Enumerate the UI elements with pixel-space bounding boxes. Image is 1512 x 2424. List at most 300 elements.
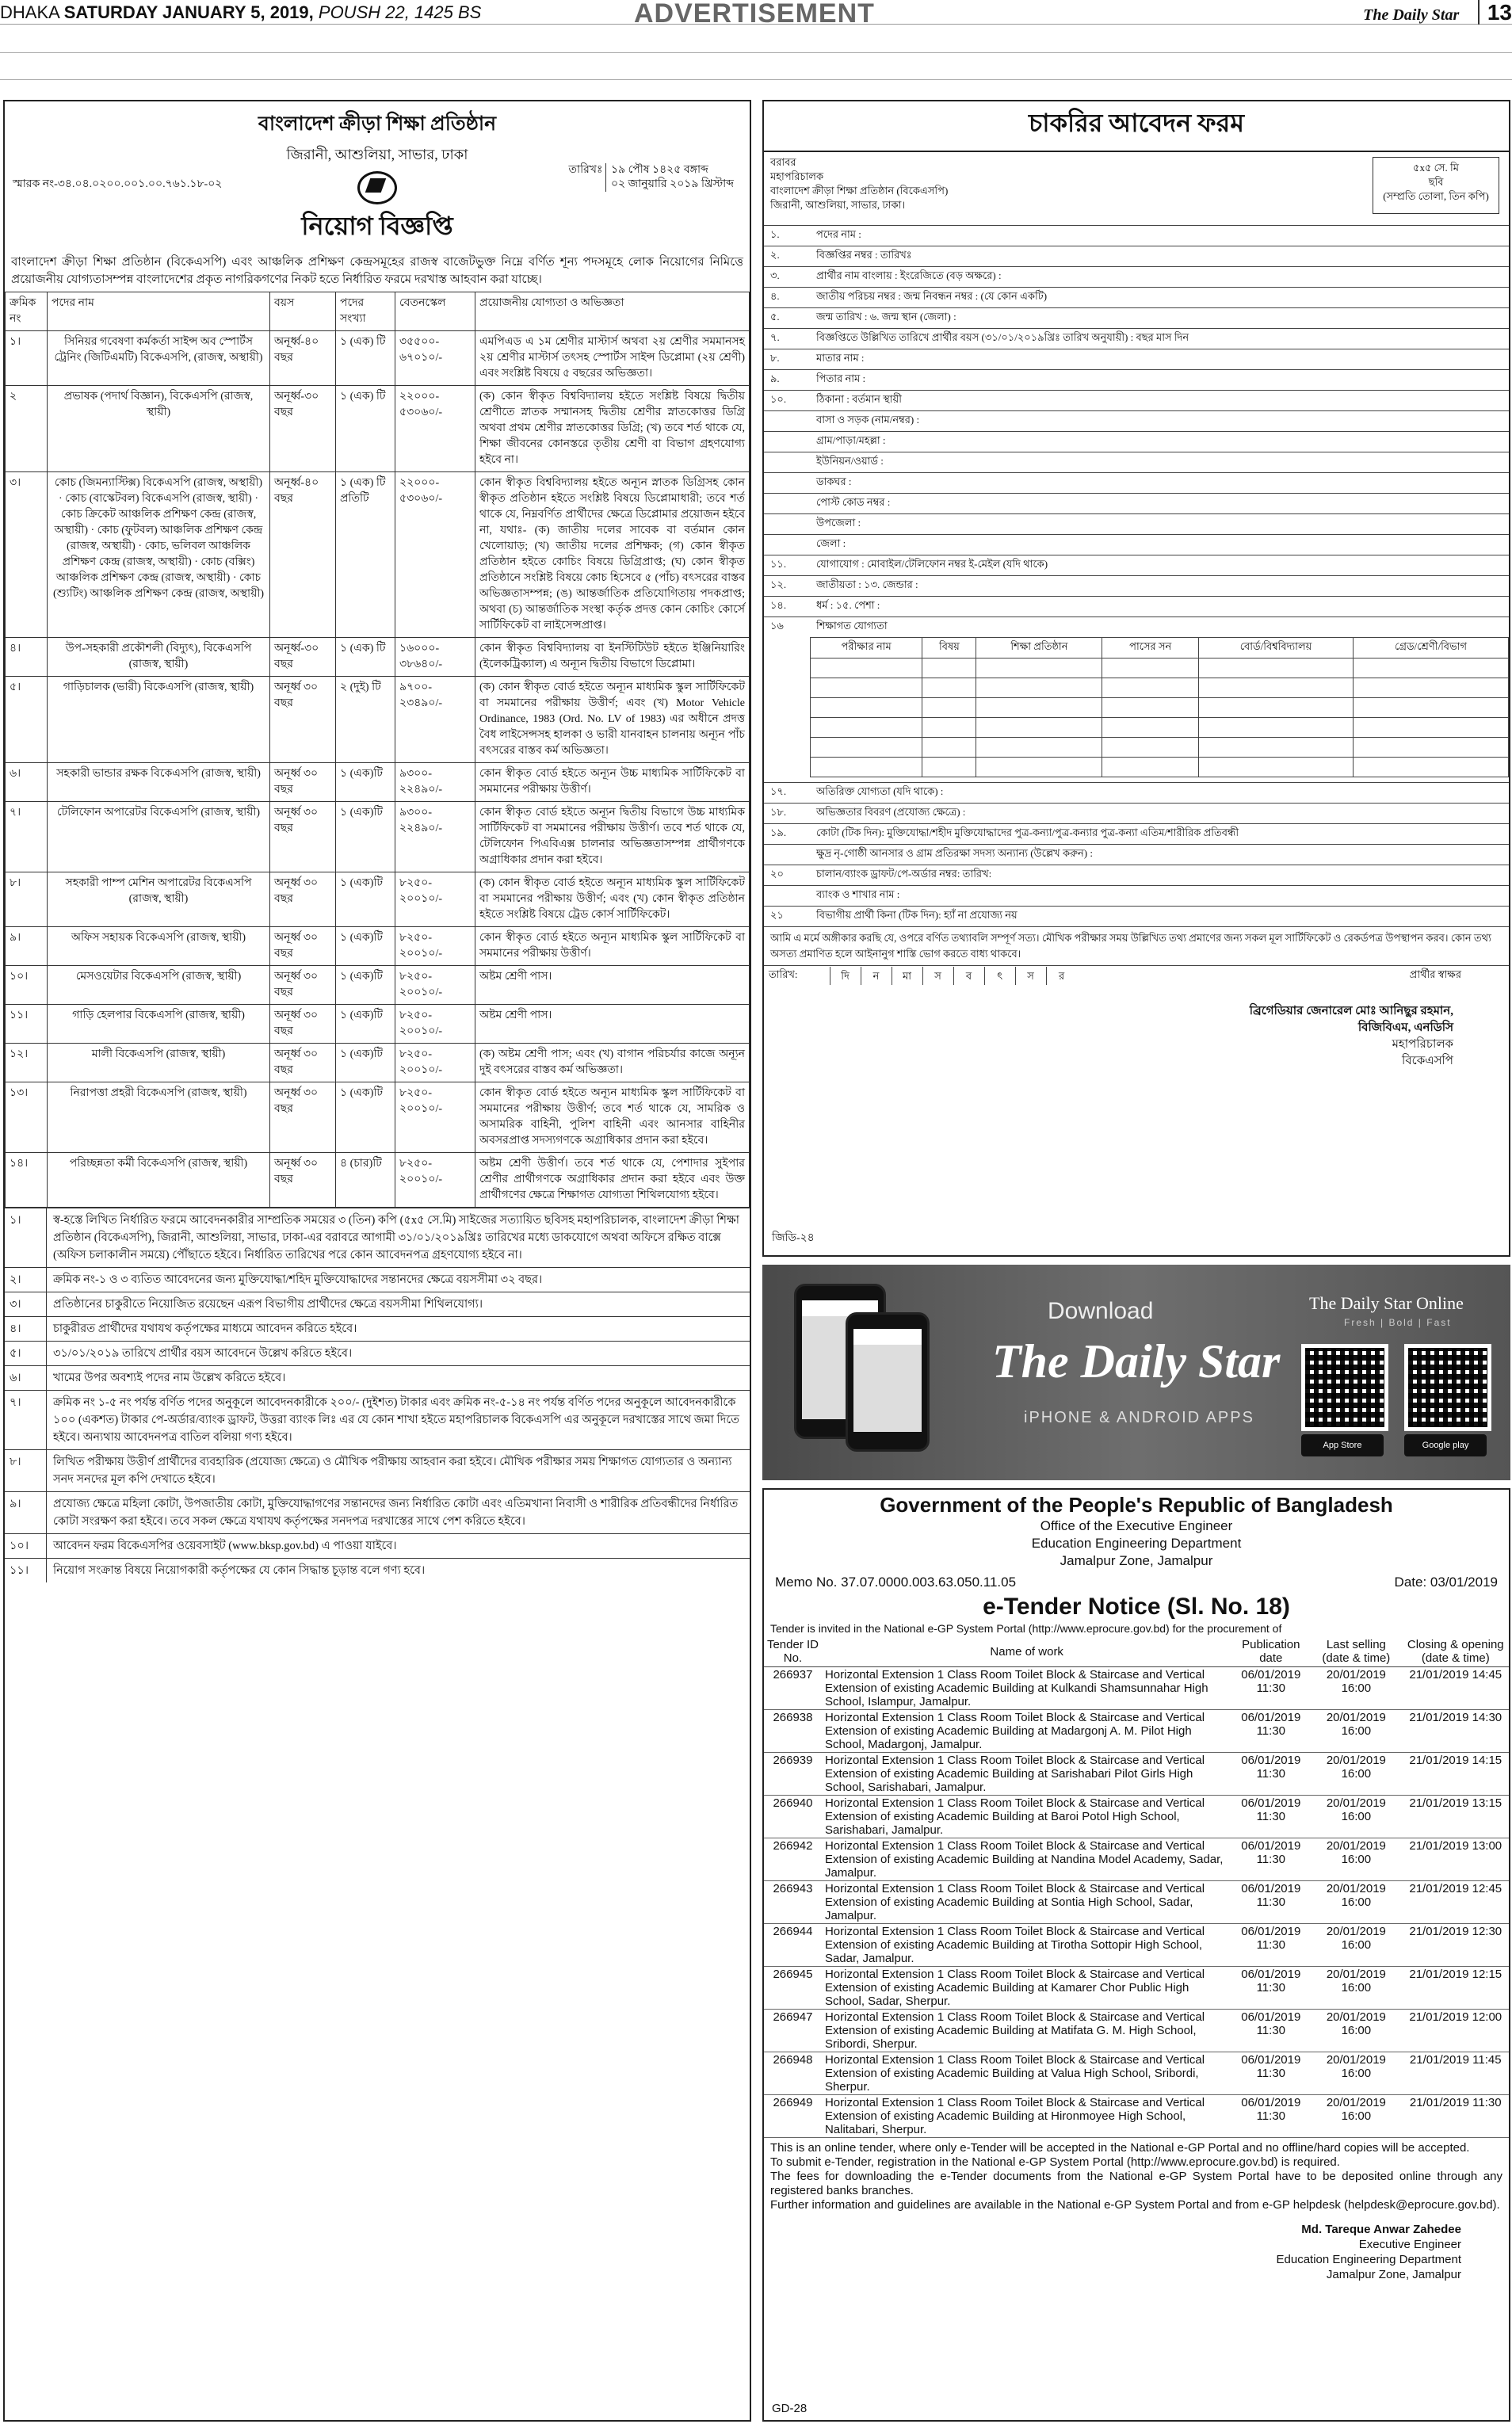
table-row	[764, 1667, 1509, 1710]
condition-text: খামের উপর অবশ্যই পদের নাম উল্লেখ করিতে হইবে।	[46, 1366, 750, 1390]
job-qual-cell: কোন স্বীকৃত বোর্ড হইতে অন্যূন মাধ্যমিক স্কুল সার্টিফিকেট বা সমমানের পরীক্ষায় উত্তীর্ণ; তবে শর্ত থাকে যে, সামরিক ও অসামরিক বাহিনী, পুলিশ বাহিনী এবং আনসার বাহিনীর অবসরপ্রাপ্ত সদস্যগণকে অগ্রাধিকার প্রদান করা হইবে।	[475, 1082, 750, 1153]
google-play-button[interactable]: Google play	[1404, 1434, 1487, 1456]
form-field-label: বাসা ও সড়ক (নাম/নম্বর) :	[816, 414, 920, 426]
table-row	[6, 472, 750, 638]
tender-close-cell: 21/01/2019 12:00	[1403, 2010, 1509, 2052]
tender-id-cell: 266940	[764, 1796, 822, 1838]
form-field-row[interactable]	[764, 782, 1509, 803]
job-post-cell: গাড়িচালক (ভারী) বিকেএসপি (রাজস্ব, স্থায়ী)	[48, 677, 270, 763]
tender-zone: Jamalpur Zone, Jamalpur	[1060, 1553, 1213, 1568]
form-field-row[interactable]	[764, 844, 1509, 865]
job-qual-cell: অষ্টম শ্রেণী পাস।	[475, 1005, 750, 1044]
job-age-cell: অনূর্ধ্ব ৩০ বছর	[270, 1005, 336, 1044]
table-row	[6, 966, 750, 1005]
education-input-cell[interactable]	[811, 738, 922, 758]
tender-work-cell: Horizontal Extension 1 Class Room Toilet Block & Staircase and Vertical Extension of existing Academic Building at Tirotha Sottopir High School, Sadar, Jamalpur.	[822, 1924, 1231, 1967]
job-post-cell: টেলিফোন অপারেটর বিকেএসপি (রাজস্ব, স্থায়ী)	[48, 802, 270, 872]
form-field-label: জন্ম তারিখ : ৬. জন্ম স্থান (জেলা) :	[816, 311, 956, 323]
form-field-number: ৩.	[770, 269, 780, 281]
form-field-label: পদের নাম :	[816, 228, 861, 240]
table-row	[811, 678, 1509, 698]
tender-last-cell: 20/01/2019 16:00	[1310, 1881, 1402, 1924]
form-field-number: ১১.	[770, 558, 787, 570]
job-qual-cell: এমপিএড এ ১ম শ্রেণীর মাস্টার্স অথবা ২য় শ্রেণীর সমমানসহ ২য় শ্রেণীর মাস্টার্স তৎসহ স্পোর্টস সাইন্স ডিপ্লোমা (২য় শ্রেণী) এবং সংশ্লিষ্ট বিষয়ে ৫ বছরের অভিজ্ঞতা।	[475, 331, 750, 386]
education-input-cell[interactable]	[1199, 718, 1354, 738]
tender-close-cell: 21/01/2019 14:30	[1403, 1710, 1509, 1753]
job-post-cell: কোচ (জিমন্যাস্টিক্স) বিকেএসপি (রাজস্ব, অস্থায়ী) · কোচ (বাস্কেটবল) বিকেএসপি (রাজস্ব, স্থায়ী) · কোচ ক্রিকেট আঞ্চলিক প্রশিক্ষণ কেন্দ্র (রাজস্ব, অস্থায়ী) · কোচ (ফুটবল) আঞ্চলিক প্রশিক্ষণ কেন্দ্র (রাজস্ব, অস্থায়ী) · কোচ, ভলিবল আঞ্চলিক প্রশিক্ষণ কেন্দ্র (রাজস্ব, অস্থায়ী) · কোচ (বক্সিং) আঞ্চলিক প্রশিক্ষণ কেন্দ্র (রাজস্ব, অস্থায়ী) · কোচ (শ্যুটিং) আঞ্চলিক প্রশিক্ষণ কেন্দ্র (রাজস্ব, অস্থায়ী)	[48, 472, 270, 638]
daily-star-app-ad[interactable]	[762, 1265, 1510, 1480]
form-field-row[interactable]	[764, 225, 1509, 246]
job-num-cell: ১ (এক) টি	[336, 638, 395, 677]
recruitment-notice	[3, 100, 751, 2422]
form-field-number: ৫.	[770, 311, 780, 323]
tender-signatory-dept: Education Engineering Department	[1276, 2253, 1461, 2266]
tender-close-cell: 21/01/2019 13:00	[1403, 1838, 1509, 1881]
tender-close-cell: 21/01/2019 11:45	[1403, 2052, 1509, 2095]
education-input-cell[interactable]	[1199, 678, 1354, 698]
rule	[0, 52, 1512, 53]
tender-work-cell: Horizontal Extension 1 Class Room Toilet Block & Staircase and Vertical Extension of existing Academic Building at Hironmoyee High School, Nalitabari, Sherpur.	[822, 2095, 1231, 2138]
tender-pub-cell: 06/01/2019 11:30	[1231, 2010, 1310, 2052]
tender-intro: Tender is invited in the National e-GP System Portal (http://www.eprocure.gov.bd) for the procurement of	[770, 1622, 1282, 1635]
form-date-label: তারিখ:	[769, 968, 798, 980]
job-post-cell: সহকারী পাম্প মেশিন অপারেটর বিকেএসপি (রাজস্ব, স্থায়ী)	[48, 872, 270, 927]
job-qual-cell: কোন স্বীকৃত বোর্ড হইতে অন্যূন মাধ্যমিক স্কুল সার্টিফিকেট বা সমমানের পরীক্ষায় উত্তীর্ণ।	[475, 927, 750, 966]
form-date-row	[764, 965, 1509, 986]
tender-header-cell: Name of work	[822, 1636, 1231, 1667]
education-header-cell: পরীক্ষার নাম	[811, 638, 922, 658]
table-row	[6, 677, 750, 763]
date-cell[interactable]: মা	[892, 967, 922, 985]
education-input-cell[interactable]	[976, 718, 1102, 738]
list-item	[5, 1316, 750, 1341]
education-input-cell[interactable]	[1199, 738, 1354, 758]
form-field-row[interactable]	[764, 906, 1509, 926]
education-input-cell[interactable]	[976, 698, 1102, 718]
tender-work-cell: Horizontal Extension 1 Class Room Toilet Block & Staircase and Vertical Extension of existing Academic Building at Kamarer Chor Public High School, Sadar, Sherpur.	[822, 1967, 1231, 2010]
tender-id-cell: 266949	[764, 2095, 822, 2138]
job-pay-cell: ২২০০০- ৫৩০৬০/-	[395, 472, 475, 638]
form-field-row[interactable]	[764, 431, 1509, 452]
job-pay-cell: ৮২৫০- ২০০১০/-	[395, 1082, 475, 1153]
signature-label: প্রার্থীর স্বাক্ষর	[1409, 968, 1461, 980]
list-item	[5, 1533, 750, 1558]
tender-header-cell: Last selling (date & time)	[1310, 1636, 1402, 1667]
org-name: বাংলাদেশ ক্রীড়া শিক্ষা প্রতিষ্ঠান	[258, 113, 497, 135]
condition-number: ১।	[10, 1214, 21, 1227]
job-sl-cell: ৪।	[6, 638, 48, 677]
job-age-cell: অনূর্ধ্ব ৩০ বছর	[270, 966, 336, 1005]
tender-header-cell: Publication date	[1231, 1636, 1310, 1667]
table-row	[6, 1044, 750, 1082]
jobs-header-cell: বয়স	[270, 292, 336, 331]
form-field-row[interactable]	[764, 369, 1509, 390]
job-sl-cell: ৬।	[6, 763, 48, 802]
job-qual-cell: (ক) কোন স্বীকৃত বোর্ড হইতে অন্যূন মাধ্যমিক স্কুল সার্টিফিকেট বা সমমানের পরীক্ষায় উত্তীর্ণ; এবং (খ) Motor Vehicle Ordinance, 1983 (Ord. No. LV of 1983) এর অধীনে প্রদত্ত বৈধ লাইসেন্সসহ হালকা ও ভারী যানবাহন চালনায় অন্যূন পাঁচ বৎসরের বাস্তব কর্ম অভিজ্ঞতা।	[475, 677, 750, 763]
form-field-label: ডাকঘর :	[816, 475, 852, 487]
table-row	[6, 872, 750, 927]
table-row	[811, 738, 1509, 758]
list-item	[5, 1267, 750, 1292]
date-cell[interactable]: ব	[953, 967, 984, 985]
job-num-cell: ১ (এক)টি	[336, 1082, 395, 1153]
tender-signatory-name: Md. Tareque Anwar Zahedee	[1301, 2223, 1461, 2236]
job-num-cell: ১ (এক) টি	[336, 386, 395, 472]
education-input-cell[interactable]	[1102, 698, 1199, 718]
list-item	[5, 1292, 750, 1316]
tender-last-cell: 20/01/2019 16:00	[1310, 2052, 1402, 2095]
job-post-cell: সহকারী ভান্ডার রক্ষক বিকেএসপি (রাজস্ব, স্থায়ী)	[48, 763, 270, 802]
date-cell[interactable]: ৎ	[984, 967, 1015, 985]
job-sl-cell: ৫।	[6, 677, 48, 763]
education-input-cell[interactable]	[1354, 738, 1509, 758]
education-input-cell[interactable]	[1354, 698, 1509, 718]
bksp-emblem-icon	[357, 171, 397, 204]
education-input-cell[interactable]	[922, 738, 976, 758]
tender-memo: Memo No. 37.07.0000.003.63.050.11.05	[775, 1575, 1017, 1590]
form-field-number: ১২.	[770, 578, 787, 590]
education-input-cell[interactable]	[922, 678, 976, 698]
condition-number: ৬।	[10, 1372, 21, 1384]
form-field-row[interactable]	[764, 803, 1509, 823]
education-input-cell[interactable]	[1354, 678, 1509, 698]
form-field-label: কোটা (টিক দিন): মুক্তিযোদ্ধা/শহীদ মুক্তিযোদ্ধাদের পুত্র-কন্যা/পুত্র-কন্যার পুত্র-কন্যা এতিম/শারীরিক প্রতিবন্ধী	[816, 826, 1239, 838]
job-num-cell: ১ (এক)টি	[336, 802, 395, 872]
jobs-table	[5, 292, 750, 1208]
list-item	[5, 1449, 750, 1491]
education-input-cell[interactable]	[1354, 758, 1509, 777]
form-field-number: ৪.	[770, 290, 780, 302]
date-cell[interactable]: স	[922, 967, 953, 985]
job-pay-cell: ৯৩০০- ২২৪৯০/-	[395, 802, 475, 872]
form-field-row[interactable]	[764, 865, 1509, 885]
tender-id-cell: 266944	[764, 1924, 822, 1967]
tender-last-cell: 20/01/2019 16:00	[1310, 1667, 1402, 1710]
education-input-cell[interactable]	[976, 678, 1102, 698]
education-input-cell[interactable]	[811, 678, 922, 698]
form-field-number: ৭.	[770, 331, 780, 343]
table-row	[811, 758, 1509, 777]
tender-last-cell: 20/01/2019 16:00	[1310, 1967, 1402, 2010]
job-age-cell: অনূর্ধ্ব ৩০ বছর	[270, 927, 336, 966]
form-field-label: বিভাগীয় প্রার্থী কিনা (টিক দিন): হ্যাঁ না প্রযোজ্য নয়	[816, 909, 1018, 921]
form-field-row[interactable]	[764, 390, 1509, 410]
job-pay-cell: ৯৭০০- ২৩৪৯০/-	[395, 677, 475, 763]
education-input-cell[interactable]	[1354, 718, 1509, 738]
date-label: তারিখঃ	[568, 164, 603, 176]
tender-signatory-title: Executive Engineer	[1358, 2238, 1461, 2251]
masthead	[0, 0, 1512, 29]
form-field-label: বিজ্ঞপ্তিতে উল্লিখিত তারিখে প্রার্থীর বয়স (৩১/০১/২০১৯খ্রিঃ তারিখ অনুযায়ী) : বছর মাস দিন	[816, 331, 1189, 343]
form-field-row[interactable]	[764, 885, 1509, 906]
table-row	[764, 2095, 1509, 2138]
date-cell[interactable]: ন	[861, 967, 892, 985]
tender-note: The fees for downloading the e-Tender documents from the National e-GP System Portal have to be deposited online through any registered banks branches.	[770, 2170, 1502, 2197]
tender-last-cell: 20/01/2019 16:00	[1310, 1710, 1402, 1753]
education-input-cell[interactable]	[922, 698, 976, 718]
education-input-cell[interactable]	[1102, 658, 1199, 678]
form-field-label: জাতীয়তা : ১৩. জেন্ডার :	[816, 578, 918, 590]
condition-text: ক্রমিক নং ১-৫ নং পর্যন্ত বর্ণিত পদের অনুকূলে আবেদনকারীকে ২০০/- (দুইশত) টাকার এবং ক্রমিক নং-৫-১৪ নং পর্যন্ত বর্ণিত পদের অনুকূলে আবেদনকারীকে ১০০ (একশত) টাকার পে-অর্ডার/ব্যাংক ড্রাফট, উত্তরা ব্যাংক লিঃ এর যে কোন শাখা হইতে মহাপরিচালক বিকেএসপি এর অনুকূলে দরখাস্তের সাথে জমা দিতে হইবে। অন্যথায় আবেদনপত্র বাতিল বলিয়া গণ্য হইবে।	[46, 1391, 750, 1449]
education-input-cell[interactable]	[811, 658, 922, 678]
form-field-label: জাতীয় পরিচয় নম্বর : জন্ম নিবন্ধন নম্বর : (যে কোন একটি)	[816, 290, 1048, 302]
job-num-cell: ৪ (চার)টি	[336, 1153, 395, 1208]
tender-id-cell: 266947	[764, 2010, 822, 2052]
education-header-cell: বোর্ড/বিশ্ববিদ্যালয়	[1199, 638, 1354, 658]
signatory-designation: মহাপরিচালক	[1392, 1038, 1453, 1051]
qr-code-icon[interactable]	[1301, 1344, 1388, 1431]
form-field-row[interactable]	[764, 596, 1509, 616]
form-field-row[interactable]	[764, 575, 1509, 596]
paper-logo: The Daily Star	[1363, 6, 1460, 24]
list-item	[5, 1365, 750, 1390]
app-store-button[interactable]: App Store	[1301, 1434, 1384, 1456]
addressee-line: বাংলাদেশ ক্রীড়া শিক্ষা প্রতিষ্ঠান (বিকেএসপি)	[770, 185, 949, 197]
education-input-cell[interactable]	[976, 658, 1102, 678]
education-input-cell[interactable]	[1354, 658, 1509, 678]
notice-date	[569, 163, 735, 192]
tender-title: e-Tender Notice (Sl. No. 18)	[983, 1594, 1290, 1620]
form-field-label: ব্যাংক ও শাখার নাম :	[816, 888, 900, 900]
tender-pub-cell: 06/01/2019 11:30	[1231, 1838, 1310, 1881]
condition-text: চাকুরীরত প্রার্থীদের যথাযথ কর্তৃপক্ষের মাধ্যমে আবেদন করিতে হইবে।	[46, 1317, 750, 1341]
condition-number: ৩।	[10, 1298, 21, 1311]
condition-number: ৯।	[10, 1498, 21, 1510]
job-pay-cell: ৯৩০০- ২২৪৯০/-	[395, 763, 475, 802]
e-tender-notice	[762, 1488, 1510, 2422]
tender-id-cell: 266943	[764, 1881, 822, 1924]
table-row	[764, 1796, 1509, 1838]
condition-number: ১০।	[10, 1540, 29, 1552]
table-row	[811, 718, 1509, 738]
list-item	[5, 1558, 750, 1582]
dateline-city: DHAKA	[0, 2, 59, 22]
tender-government: Government of the People's Republic of Bangladesh	[880, 1493, 1393, 1517]
date-cell[interactable]: দি	[830, 967, 861, 985]
form-field-row[interactable]	[764, 555, 1509, 575]
tender-date: Date: 03/01/2019	[1394, 1575, 1498, 1590]
form-field-label: শিক্ষাগত যোগ্যতা	[816, 620, 888, 632]
tender-office: Office of the Executive Engineer	[1040, 1518, 1233, 1533]
job-num-cell: ২ (দুই) টি	[336, 677, 395, 763]
form-field-number: ১৪.	[770, 599, 787, 611]
job-post-cell: মেসওয়েটার বিকেএসপি (রাজস্ব, স্থায়ী)	[48, 966, 270, 1005]
education-input-cell[interactable]	[1102, 758, 1199, 777]
job-qual-cell: কোন স্বীকৃত বোর্ড হইতে অন্যূন দ্বিতীয় বিভাগে উচ্চ মাধ্যমিক সার্টিফিকেট বা সমমানের পরীক্ষায় উত্তীর্ণ। তবে শর্ত থাকে যে, টেলিফোন পিএবিএক্স চালনার অভিজ্ঞতাসম্পন্ন প্রার্থীগণকে অগ্রাধিকার প্রদান করা হইবে।	[475, 802, 750, 872]
education-input-cell[interactable]	[922, 658, 976, 678]
form-field-row[interactable]	[764, 410, 1509, 431]
job-qual-cell: কোন স্বীকৃত বোর্ড হইতে অন্যূন উচ্চ মাধ্যমিক সার্টিফিকেট বা সমমানের পরীক্ষায় উত্তীর্ণ।	[475, 763, 750, 802]
job-age-cell: অনূর্ধ্ব ৩০ বছর	[270, 802, 336, 872]
form-field-number: ১৬	[770, 620, 784, 632]
education-input-cell[interactable]	[922, 718, 976, 738]
form-field-row[interactable]	[764, 493, 1509, 513]
form-field-row[interactable]	[764, 823, 1509, 844]
list-item	[5, 1390, 750, 1449]
form-field-row[interactable]	[764, 472, 1509, 493]
jobs-header-cell: বেতনস্কেল	[395, 292, 475, 331]
table-row	[6, 927, 750, 966]
education-input-cell[interactable]	[976, 738, 1102, 758]
form-field-row[interactable]	[764, 513, 1509, 534]
job-sl-cell: ১৪।	[6, 1153, 48, 1208]
daily-star-logo: The Daily Star	[992, 1335, 1281, 1388]
job-pay-cell: ২২০০০- ৫৩০৬০/-	[395, 386, 475, 472]
org-address: জিরানী, আশুলিয়া, সাভার, ঢাকা	[286, 147, 468, 162]
table-row	[764, 1967, 1509, 2010]
education-input-cell[interactable]	[1102, 738, 1199, 758]
tender-header-cell: Closing & opening (date & time)	[1403, 1636, 1509, 1667]
job-qual-cell: (ক) কোন স্বীকৃত বিশ্ববিদ্যালয় হইতে সংশ্লিষ্ট বিষয়ে দ্বিতীয় শ্রেণীতে স্নাতক সম্মানসহ দ্বিতীয় শ্রেণীর স্নাতকোত্তর ডিগ্রি অথবা প্রথম শ্রেণীর স্নাতকোত্তর ডিগ্রি; (খ) তবে শর্ত থাকে যে, শিক্ষা জীবনের কোনস্তরে তৃতীয় শ্রেণী বা বিভাগ গ্রহণযোগ্য হইবে না।	[475, 386, 750, 472]
dateline-date: SATURDAY JANUARY 5, 2019,	[63, 2, 314, 22]
education-input-cell[interactable]	[1102, 718, 1199, 738]
memo-number: স্মারক নং-৩৪.০৪.০২০০.০০১.০০.৭৬১.১৮-০২	[13, 178, 223, 190]
tender-pub-cell: 06/01/2019 11:30	[1231, 1753, 1310, 1796]
job-post-cell: উপ-সহকারী প্রকৌশলী (বিদ্যুৎ), বিকেএসপি (রাজস্ব, স্থায়ী)	[48, 638, 270, 677]
notice-title: নিয়োগ বিজ্ঞপ্তি	[301, 212, 453, 240]
education-input-cell[interactable]	[811, 758, 922, 777]
form-field-row[interactable]	[764, 266, 1509, 287]
job-pay-cell: ১৬০০০- ৩৮৬৪০/-	[395, 638, 475, 677]
job-qual-cell: অষ্টম শ্রেণী উত্তীর্ণ। তবে শর্ত থাকে যে, পেশাদার সুইপার শ্রেণীর প্রার্থীগণকে অগ্রাধিকার প্রদান করা হইবে এবং উক্ত প্রার্থীগণের ক্ষেত্রে শিক্ষাগত যোগ্যতা শিথিলযোগ্য হইবে।	[475, 1153, 750, 1208]
form-field-label: জেলা :	[816, 537, 846, 549]
form-field-label: পোস্ট কোড নম্বর :	[816, 496, 891, 508]
form-field-row[interactable]	[764, 349, 1509, 369]
date-cell[interactable]: স	[1015, 967, 1046, 985]
job-age-cell: অনূর্ধ্ব-৩০ বছর	[270, 638, 336, 677]
tender-work-cell: Horizontal Extension 1 Class Room Toilet Block & Staircase and Vertical Extension of existing Academic Building at Kulkandi Shamsunnahar High School, Islampur, Jamalpur.	[822, 1667, 1231, 1710]
form-field-label: চালান/ব্যাংক ড্রাফট/পে-অর্ডার নম্বর: তারিখ:	[816, 868, 992, 880]
education-header-cell: পাসের সন	[1102, 638, 1199, 658]
education-table	[810, 637, 1509, 777]
photo-label: ছবি	[1428, 176, 1444, 188]
form-field-label: অতিরিক্ত যোগ্যতা (যদি থাকে) :	[816, 785, 944, 797]
form-field-row[interactable]	[764, 534, 1509, 555]
education-input-cell[interactable]	[1102, 678, 1199, 698]
form-field-row[interactable]	[764, 287, 1509, 307]
date-cell[interactable]: র	[1046, 967, 1077, 985]
tender-table	[764, 1636, 1509, 2138]
addressee-line: মহাপরিচালক	[770, 170, 824, 182]
job-num-cell: ১ (এক) টি	[336, 331, 395, 386]
form-field-label: পিতার নাম :	[816, 372, 866, 384]
table-row	[6, 1005, 750, 1044]
tender-signatory-zone: Jamalpur Zone, Jamalpur	[1326, 2268, 1461, 2281]
table-row	[764, 1924, 1509, 1967]
table-row	[764, 2010, 1509, 2052]
date-english: ০২ জানুয়ারি ২০১৯ খ্রিস্টাব্দ	[610, 178, 734, 190]
table-row	[811, 658, 1509, 678]
list-item	[5, 1208, 750, 1267]
education-input-cell[interactable]	[976, 758, 1102, 777]
tender-note: This is an online tender, where only e-Tender will be accepted in the National e-GP Portal and no offline/hard copies will be accepted.	[770, 2141, 1470, 2155]
job-num-cell: ১ (এক)টি	[336, 966, 395, 1005]
job-pay-cell: ৮২৫০- ২০০১০/-	[395, 966, 475, 1005]
addressee-line: বরাবর	[770, 156, 796, 168]
form-field-number: ২১	[770, 909, 784, 921]
date-cells[interactable]	[830, 967, 1077, 985]
tender-work-cell: Horizontal Extension 1 Class Room Toilet Block & Staircase and Vertical Extension of existing Academic Building at Madargonj A. M. Pilot High School, Madargonj, Jamalpur.	[822, 1710, 1231, 1753]
qr-code-icon[interactable]	[1404, 1344, 1491, 1431]
education-input-cell[interactable]	[1199, 658, 1354, 678]
job-pay-cell: ৮২৫০- ২০০১০/-	[395, 1044, 475, 1082]
application-form	[762, 100, 1510, 1257]
form-field-row[interactable]	[764, 307, 1509, 328]
form-field-label: মাতার নাম :	[816, 352, 865, 364]
job-post-cell: গাড়ি হেলপার বিকেএসপি (রাজস্ব, স্থায়ী)	[48, 1005, 270, 1044]
table-row	[764, 1753, 1509, 1796]
condition-text: আবেদন ফরম বিকেএসপির ওয়েবসাইট (www.bksp.gov.bd) এ পাওয়া যাইবে।	[46, 1534, 750, 1558]
job-age-cell: অনূর্ধ্ব ৩০ বছর	[270, 677, 336, 763]
job-sl-cell: ৭।	[6, 802, 48, 872]
tender-close-cell: 21/01/2019 12:15	[1403, 1967, 1509, 2010]
form-field-label: ঠিকানা : বর্তমান স্থায়ী	[816, 393, 902, 405]
job-qual-cell: (ক) কোন স্বীকৃত বোর্ড হইতে অন্যূন মাধ্যমিক স্কুল সার্টিফিকেট বা সমমানের পরীক্ষায় উত্তীর্ণ; এবং (খ) কোন স্বীকৃত প্রতিষ্ঠান হইতে সংশ্লিষ্ট বিষয়ে ট্রেড কোর্স সার্টিফিকেট।	[475, 872, 750, 927]
table-row	[6, 386, 750, 472]
form-field-row[interactable]	[764, 328, 1509, 349]
tender-last-cell: 20/01/2019 16:00	[1310, 1838, 1402, 1881]
tender-work-cell: Horizontal Extension 1 Class Room Toilet Block & Staircase and Vertical Extension of existing Academic Building at Matifata G. M. High School, Sribordi, Sherpur.	[822, 2010, 1231, 2052]
education-input-cell[interactable]	[811, 698, 922, 718]
table-row	[811, 698, 1509, 718]
table-row	[6, 802, 750, 872]
education-input-cell[interactable]	[1199, 758, 1354, 777]
signatory-name: ব্রিগেডিয়ার জেনারেল মোঃ আনিছুর রহমান,	[1249, 1005, 1453, 1017]
education-input-cell[interactable]	[922, 758, 976, 777]
tender-id-cell: 266945	[764, 1967, 822, 2010]
education-input-cell[interactable]	[811, 718, 922, 738]
form-field-number: ২.	[770, 249, 780, 261]
form-fields	[764, 225, 1509, 637]
job-pay-cell: ৮২৫০- ২০০১০/-	[395, 1005, 475, 1044]
table-row	[6, 638, 750, 677]
job-post-cell: নিরাপত্তা প্রহরী বিকেএসপি (রাজস্ব, স্থায়ী)	[48, 1082, 270, 1153]
form-field-row[interactable]	[764, 616, 1509, 637]
form-field-number: ৮.	[770, 352, 780, 364]
form-field-row[interactable]	[764, 246, 1509, 266]
condition-number: ৮।	[10, 1456, 21, 1468]
page-info	[1363, 0, 1512, 25]
tender-id-cell: 266938	[764, 1710, 822, 1753]
condition-text: ৩১/০১/২০১৯ তারিখে প্রার্থীর বয়স আবেদনে উল্লেখ করিতে হইবে।	[46, 1342, 750, 1365]
job-num-cell: ১ (এক)টি	[336, 1044, 395, 1082]
job-sl-cell: ২	[6, 386, 48, 472]
job-qual-cell: কোন স্বীকৃত বিশ্ববিদ্যালয় বা ইনস্টিটিউট হইতে ইঞ্জিনিয়ারিং (ইলেকট্রিক্যাল) এ অন্যূন দ্বিতীয় বিভাগে ডিপ্লোমা।	[475, 638, 750, 677]
list-item	[5, 1491, 750, 1533]
photo-box	[1373, 157, 1499, 214]
form-title: চাকরির আবেদন ফরম	[764, 101, 1509, 152]
job-sl-cell: ১২।	[6, 1044, 48, 1082]
education-header-cell: শিক্ষা প্রতিষ্ঠান	[976, 638, 1102, 658]
form-field-number: ১.	[770, 228, 780, 240]
form-field-label: ধর্ম : ১৫. পেশা :	[816, 599, 880, 611]
table-row	[764, 1838, 1509, 1881]
education-input-cell[interactable]	[1199, 698, 1354, 718]
form-ad-code: জিডি-২৪	[772, 1232, 815, 1244]
tender-last-cell: 20/01/2019 16:00	[1310, 1753, 1402, 1796]
condition-number: ৫।	[10, 1347, 21, 1360]
tender-ad-code: GD-28	[772, 2402, 808, 2415]
tender-note: To submit e-Tender, registration in the National e-GP System Portal (http://www.eprocure.gov.bd) is required.	[770, 2155, 1340, 2169]
form-field-row[interactable]	[764, 452, 1509, 472]
table-row	[6, 1082, 750, 1153]
tender-last-cell: 20/01/2019 16:00	[1310, 2010, 1402, 2052]
job-qual-cell: কোন স্বীকৃত বিশ্ববিদ্যালয় হইতে অন্যূন স্নাতক ডিগ্রিসহ কোন স্বীকৃত প্রতিষ্ঠান হইতে সংশ্লিষ্ট বিষয়ে ডিপ্লোমাধারী; তবে শর্ত থাকে যে, নিম্নবর্ণিত প্রার্থীদের ক্ষেত্রে ডিপ্লোমার প্রয়োজন হইবে না, যথাঃ- (ক) জাতীয় দলের সাবেক বা বর্তমান কোন খেলোয়াড়; (খ) জাতীয় দলের প্রশিক্ষক; (গ) কোন স্বীকৃত প্রতিষ্ঠান হইতে কোচিং বিষয়ে ডিগ্রিপ্রাপ্ত; (ঘ) কোন স্বীকৃত প্রতিষ্ঠানে সংশ্লিষ্ট বিষয়ে কোচ হিসেবে ৫ (পাঁচ) বৎসরের বাস্তব অভিজ্ঞতাসম্পন্ন; (ঙ) আন্তর্জাতিক প্রতিযোগিতায় পদকপ্রাপ্ত; অথবা (চ) আন্তর্জাতিক সংস্থা কর্তৃক প্রদত্ত কোন কোচিং কোর্সে সার্টিফিকেট বা লাইসেন্সপ্রাপ্ত।	[475, 472, 750, 638]
table-row	[764, 2052, 1509, 2095]
photo-size: ৫x৫ সে. মি	[1413, 162, 1459, 174]
tender-last-cell: 20/01/2019 16:00	[1310, 2095, 1402, 2138]
tagline: Fresh | Bold | Fast	[1344, 1317, 1452, 1328]
